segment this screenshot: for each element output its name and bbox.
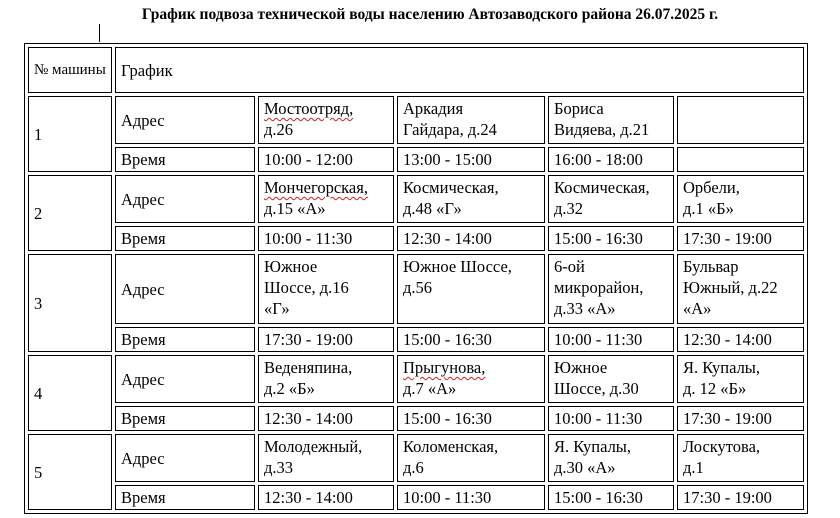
address-cell [258, 175, 394, 223]
time-cell: 16:00 - 18:00 [548, 147, 674, 172]
address-line: д.1 [683, 458, 704, 477]
address-line: д.26 [264, 120, 294, 139]
address-line: Веденяпина, [264, 358, 353, 377]
schedule-table [24, 43, 808, 514]
address-cell [397, 355, 545, 403]
address-line: Шоссе, д.16 [264, 278, 349, 297]
header-number-cell: № машины [28, 47, 112, 93]
time-label: Время [115, 406, 255, 431]
time-cell: 12:30 - 14:00 [397, 226, 545, 251]
address-line: Мончегорская, [264, 178, 368, 197]
time-cell: 17:30 - 19:00 [258, 327, 394, 352]
time-row [28, 485, 804, 510]
address-line: микрорайон, [554, 278, 644, 297]
vehicle-number-cell: 1 [28, 96, 112, 172]
address-row [28, 175, 804, 223]
address-line: Южное [554, 358, 608, 377]
address-line: Гайдара, д.24 [403, 120, 497, 139]
address-line: Южный, д.22 [683, 278, 778, 297]
address-line: д.6 [403, 458, 424, 477]
address-line: д.33 «А» [554, 299, 616, 318]
time-cell: 17:30 - 19:00 [677, 485, 804, 510]
time-row [28, 406, 804, 431]
address-line: д.30 «А» [554, 458, 616, 477]
time-row [28, 147, 804, 172]
address-cell [258, 355, 394, 403]
address-line: Бориса [554, 99, 604, 118]
time-row [28, 226, 804, 251]
vehicle-number-cell: 2 [28, 175, 112, 251]
time-cell: 10:00 - 11:30 [258, 226, 394, 251]
time-cell: 10:00 - 11:30 [548, 327, 674, 352]
address-line: Космическая, [554, 178, 650, 197]
address-row [28, 96, 804, 144]
address-line: Мостоотряд, [264, 99, 354, 118]
address-line: Орбели, [683, 178, 740, 197]
address-line: д.33 [264, 458, 294, 477]
address-label: Адрес [115, 96, 255, 144]
address-line: д.48 «Г» [403, 199, 462, 218]
address-cell [397, 254, 545, 324]
address-line: «А» [683, 299, 712, 318]
time-cell: 12:30 - 14:00 [258, 485, 394, 510]
address-line: Лоскутова, [683, 437, 761, 456]
address-cell [677, 175, 804, 223]
time-cell: 12:30 - 14:00 [258, 406, 394, 431]
address-line: д.15 «А» [264, 199, 326, 218]
address-cell [548, 434, 674, 482]
time-cell: 17:30 - 19:00 [677, 226, 804, 251]
address-row [28, 355, 804, 403]
address-label: Адрес [115, 254, 255, 324]
address-cell [258, 96, 394, 144]
address-line: Молодежный, [264, 437, 363, 456]
address-line: д.56 [403, 278, 433, 297]
address-label: Адрес [115, 355, 255, 403]
address-line: д.2 «Б» [264, 379, 315, 398]
address-cell [548, 96, 674, 144]
address-cell [258, 434, 394, 482]
time-row [28, 327, 804, 352]
address-line: Шоссе, д.30 [554, 379, 639, 398]
time-cell: 15:00 - 16:30 [397, 406, 545, 431]
time-cell: 15:00 - 16:30 [548, 226, 674, 251]
address-line: Видяева, д.21 [554, 120, 650, 139]
address-cell [677, 96, 804, 144]
time-cell: 13:00 - 15:00 [397, 147, 545, 172]
address-line: Я. Купалы, [554, 437, 632, 456]
address-row [28, 434, 804, 482]
address-line: д.32 [554, 199, 584, 218]
time-cell: 10:00 - 11:30 [397, 485, 545, 510]
address-line: д.7 «А» [403, 379, 457, 398]
header-row [28, 47, 804, 93]
address-line: Аркадия [403, 99, 464, 118]
address-line: «Г» [264, 299, 290, 318]
time-label: Время [115, 327, 255, 352]
address-line: Бульвар [683, 257, 739, 276]
time-label: Время [115, 485, 255, 510]
address-line: Южное [264, 257, 318, 276]
margin-tick [99, 24, 100, 42]
address-cell [397, 96, 545, 144]
address-cell [548, 355, 674, 403]
address-cell [397, 434, 545, 482]
time-cell: 15:00 - 16:30 [397, 327, 545, 352]
address-line: д. 12 «Б» [683, 379, 747, 398]
vehicle-number-cell: 4 [28, 355, 112, 431]
address-cell [397, 175, 545, 223]
address-cell [677, 355, 804, 403]
address-label: Адрес [115, 175, 255, 223]
address-line: Прыгунова, [403, 358, 486, 377]
address-label: Адрес [115, 434, 255, 482]
address-cell [548, 254, 674, 324]
address-cell [548, 175, 674, 223]
time-cell: 15:00 - 16:30 [548, 485, 674, 510]
address-line: Я. Купалы, [683, 358, 761, 377]
address-cell [677, 434, 804, 482]
vehicle-number-cell: 3 [28, 254, 112, 352]
address-line: 6-ой [554, 257, 585, 276]
time-cell: 12:30 - 14:00 [677, 327, 804, 352]
vehicle-number-cell: 5 [28, 434, 112, 510]
time-cell: 10:00 - 11:30 [548, 406, 674, 431]
time-cell: 17:30 - 19:00 [677, 406, 804, 431]
address-line: Коломенская, [403, 437, 499, 456]
address-line: Южное Шоссе, [403, 257, 512, 276]
address-line: Космическая, [403, 178, 499, 197]
address-cell [677, 254, 804, 324]
address-row [28, 254, 804, 324]
time-label: Время [115, 147, 255, 172]
document-title: График подвоза технической воды населению Автозаводского района 26.07.2025 г. [141, 6, 719, 23]
time-label: Время [115, 226, 255, 251]
address-cell [258, 254, 394, 324]
time-cell [677, 147, 804, 172]
time-cell: 10:00 - 12:00 [258, 147, 394, 172]
address-line: д.1 «Б» [683, 199, 734, 218]
header-schedule-cell: График [115, 47, 804, 93]
